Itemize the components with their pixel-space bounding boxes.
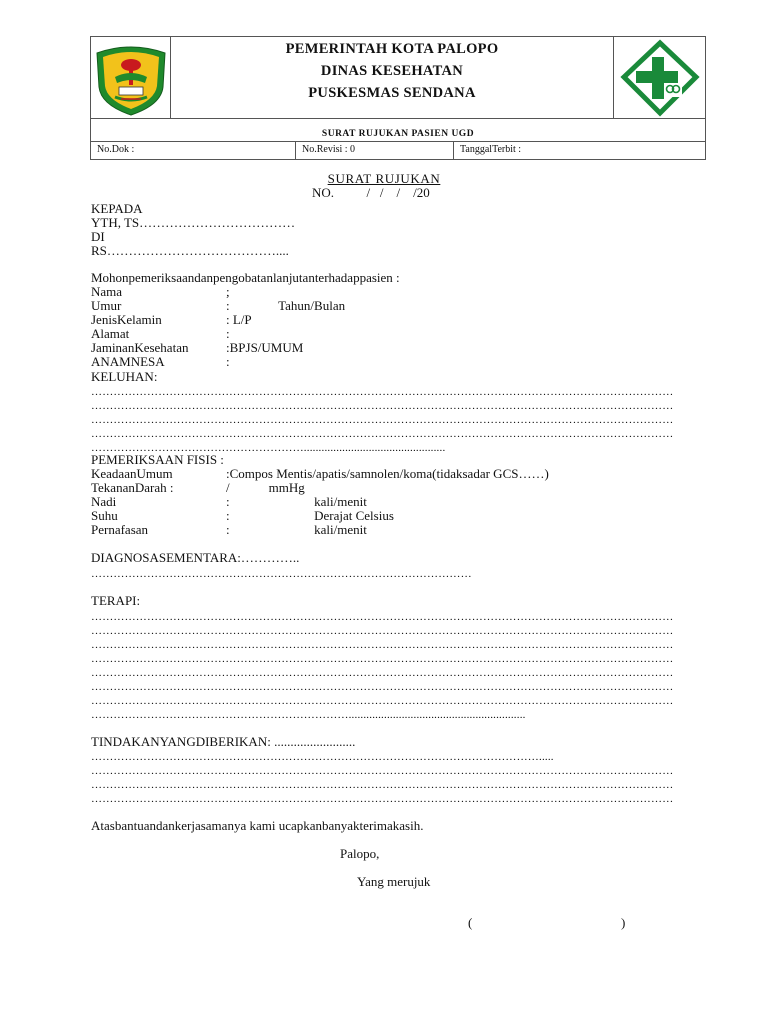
tindakan-line-2: ………………………………………………………………………………………………………………………………………… [91,765,674,777]
letter-number: NO. / / / /20 [312,185,430,200]
signer-text: Yang merujuk [357,874,431,889]
field-label-jenis-kelamin: JenisKelamin [91,312,162,327]
keluhan-line-2: ………………………………………………………………………………………………………………………………………… [91,400,674,412]
fisis-label-keadaan: KeadaanUmum [91,466,173,481]
keluhan-line-3: ………………………………………………………………………………………………………………………………………… [91,414,674,426]
document-header [90,36,706,160]
field-value-anamnesa: : [226,354,230,369]
diagnosa-line: ………………………………………………………………………………………… [91,568,472,580]
signature-close-paren: ) [621,915,626,930]
tanggal-terbit-cell: TanggalTerbit : [453,142,705,160]
terapi-line-4: ………………………………………………………………………………………………………………………………………… [91,653,674,665]
terapi-line-8: ……………………………………………………………............................................................ [91,709,526,721]
terapi-line-6: ………………………………………………………………………………………………………………………………………… [91,681,674,693]
form-title-row [91,118,705,141]
fisis-label-nadi: Nadi [91,494,117,509]
header-titles [171,37,613,118]
diagnosa-label: DIAGNOSASEMENTARA:………….. [91,550,300,565]
field-label-nama: Nama [91,284,123,299]
kepada-label: KEPADA [91,201,143,216]
field-label-anamnesa: ANAMNESA [91,354,165,369]
tindakan-line-1: …………………………………………………………………………………………………………..... [91,751,554,763]
rs-line: RS………………………………….... [91,243,289,258]
terapi-line-2: ………………………………………………………………………………………………………………………………………… [91,625,674,637]
fisis-value-keadaan: :Compos Mentis/apatis/samnolen/koma(tidaksadar GCS……) [226,466,549,481]
terapi-line-7: ………………………………………………………………………………………………………………………………………… [91,695,674,707]
keluhan-line-4: ………………………………………………………………………………………………………………………………………… [91,428,674,440]
keluhan-line-5: …………………………………………………................................................ [91,442,446,454]
no-revisi-cell: No.Revisi : 0 [295,142,453,160]
field-value-nama: ; [226,284,230,299]
city-emblem-icon [91,37,171,118]
tindakan-line-4: ………………………………………………………………………………………………………………………………………… [91,793,674,805]
header-line-2: DINAS KESEHATAN [320,63,464,79]
field-value-umur: : Tahun/Bulan [226,298,346,313]
letter-title: SURAT RUJUKAN [327,171,441,186]
fisis-value-nadi: : kali/menit [226,494,367,509]
terapi-line-3: ………………………………………………………………………………………………………………………………………… [91,639,674,651]
no-dok-cell: No.Dok : [97,144,135,155]
intro-text: Mohonpemeriksaandanpengobatanlanjutanterhadappasien : [91,270,400,285]
fisis-label-pernafasan: Pernafasan [91,522,149,537]
document-meta-row [91,141,705,159]
field-label-jaminan: JaminanKesehatan [91,340,189,355]
fisis-value-suhu: : Derajat Celsius [226,508,394,523]
field-value-jaminan: :BPJS/UMUM [226,340,304,355]
fisis-label-suhu: Suhu [91,508,118,523]
field-label-alamat: Alamat [91,326,130,341]
puskesmas-cross-icon [614,37,706,118]
field-value-alamat: : [226,326,230,341]
right-logo-cell [613,37,705,118]
tindakan-line-3: ………………………………………………………………………………………………………………………………………… [91,779,674,791]
place-text: Palopo, [340,846,380,861]
header-line-1: PEMERINTAH KOTA PALOPO [285,41,499,57]
fisis-value-pernafasan: : kali/menit [226,522,367,537]
field-value-jenis-kelamin: : L/P [226,312,252,327]
pemeriksaan-label: PEMERIKSAAN FISIS : [91,452,224,467]
signature-open-paren: ( [468,915,473,930]
keluhan-label: KELUHAN: [91,369,158,384]
header-line-3: PUSKESMAS SENDANA [308,85,476,101]
form-title: SURAT RUJUKAN PASIEN UGD [321,129,475,139]
field-label-umur: Umur [91,298,122,313]
di-label: DI [91,229,105,244]
terapi-line-5: ………………………………………………………………………………………………………………………………………… [91,667,674,679]
fisis-label-tekanan: TekananDarah : [91,480,174,495]
closing-text: Atasbantuandankerjasamanya kami ucapkanbanyakterimakasih. [91,818,424,833]
terapi-label: TERAPI: [91,593,141,608]
yth-line: YTH, TS……………………………… [91,215,296,230]
tindakan-label: TINDAKANYANGDIBERIKAN: ......................... [91,734,356,749]
terapi-line-1: ………………………………………………………………………………………………………………………………………… [91,611,674,623]
fisis-value-tekanan: / mmHg [226,480,305,495]
keluhan-line-1: ………………………………………………………………………………………………………………………………………… [91,386,674,398]
left-logo-cell [91,37,171,118]
